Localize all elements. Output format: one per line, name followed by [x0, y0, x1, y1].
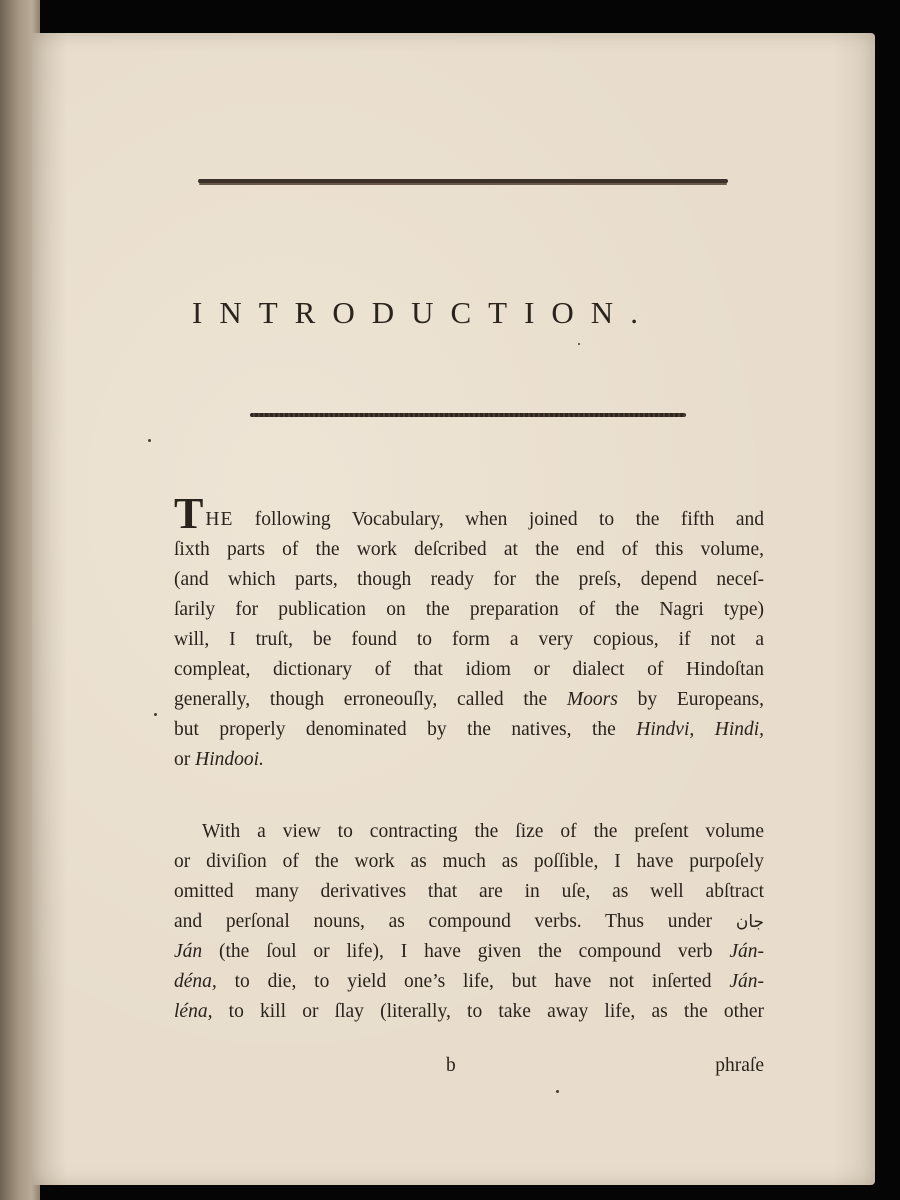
text-line: will, I truſt, be found to form a very copious, if not a — [174, 629, 764, 650]
body-text — [174, 489, 765, 1027]
text-line — [174, 715, 764, 745]
text-line: or diviſion of the work as much as poſſible, I have purpoſely — [174, 851, 764, 872]
book-page — [32, 33, 875, 1185]
italic-moors: Moors — [566, 689, 618, 710]
line-text: following Vocabulary, when joined to the fifth and — [233, 509, 764, 530]
text-line — [174, 907, 764, 937]
line-text: generally, though erroneouſly, called the — [174, 689, 548, 710]
ink-speck — [154, 713, 157, 716]
italic-jan-dena-a: Ján- — [729, 941, 764, 962]
signature-mark: b — [446, 1055, 456, 1076]
italic-hindi: Hindi, — [714, 719, 765, 740]
text-line — [174, 745, 764, 775]
italic-jan-lena-b: léna, — [174, 1001, 213, 1022]
text-line — [174, 937, 764, 967]
title-underline-rule — [250, 413, 686, 417]
text-line: compleat, dictionary of that idiom or dialect of Hindoſtan — [174, 659, 764, 680]
text-line — [174, 489, 764, 538]
line-text: to die, to yield one’s life, but have not inſerted — [216, 971, 730, 992]
text-line — [174, 997, 764, 1027]
line-text: to kill or ſlay (literally, to take away life, as the other — [212, 1001, 764, 1022]
line-text: but properly denominated by the natives, the — [174, 719, 616, 740]
ink-speck — [148, 439, 151, 442]
page-title: INTRODUCTION. — [192, 295, 655, 330]
text-line: (and which parts, though ready for the preſs, depend neceſ- — [174, 569, 764, 590]
italic-jan: Ján — [174, 941, 203, 962]
drop-cap: T — [174, 489, 204, 538]
text-line — [174, 967, 764, 997]
italic-hindvi: Hindvi, — [636, 719, 695, 740]
ink-speck — [556, 1090, 559, 1093]
line-text: and perſonal nouns, as compound verbs. Thus under — [174, 911, 713, 932]
first-word-rest: HE — [205, 509, 234, 530]
text-line: With a view to contracting the ſize of the preſent volume — [202, 821, 764, 842]
text-line — [174, 685, 764, 715]
italic-jan-lena-a: Ján- — [729, 971, 764, 992]
top-ornamental-rule — [198, 179, 728, 183]
paragraph-1 — [174, 489, 765, 775]
text-line: ſarily for publication on the preparation of the Nagri type) — [174, 599, 764, 620]
paragraph-2 — [174, 817, 764, 1027]
line-text: (the ſoul or life), I have given the compound verb — [202, 941, 730, 962]
ink-speck — [578, 343, 580, 345]
text-line: ſixth parts of the work deſcribed at the end of this volume, — [174, 539, 764, 560]
text-line: omitted many derivatives that are in uſe, as well abſtract — [174, 881, 764, 902]
arabic-word-jan: جان — [735, 912, 765, 932]
italic-jan-dena-b: déna, — [174, 971, 217, 992]
line-text: or — [174, 749, 191, 770]
catchword: phraſe — [715, 1055, 764, 1076]
italic-hindooi: Hindooi. — [195, 749, 264, 770]
page-footer — [174, 1055, 764, 1085]
line-text: by Europeans, — [617, 689, 765, 710]
